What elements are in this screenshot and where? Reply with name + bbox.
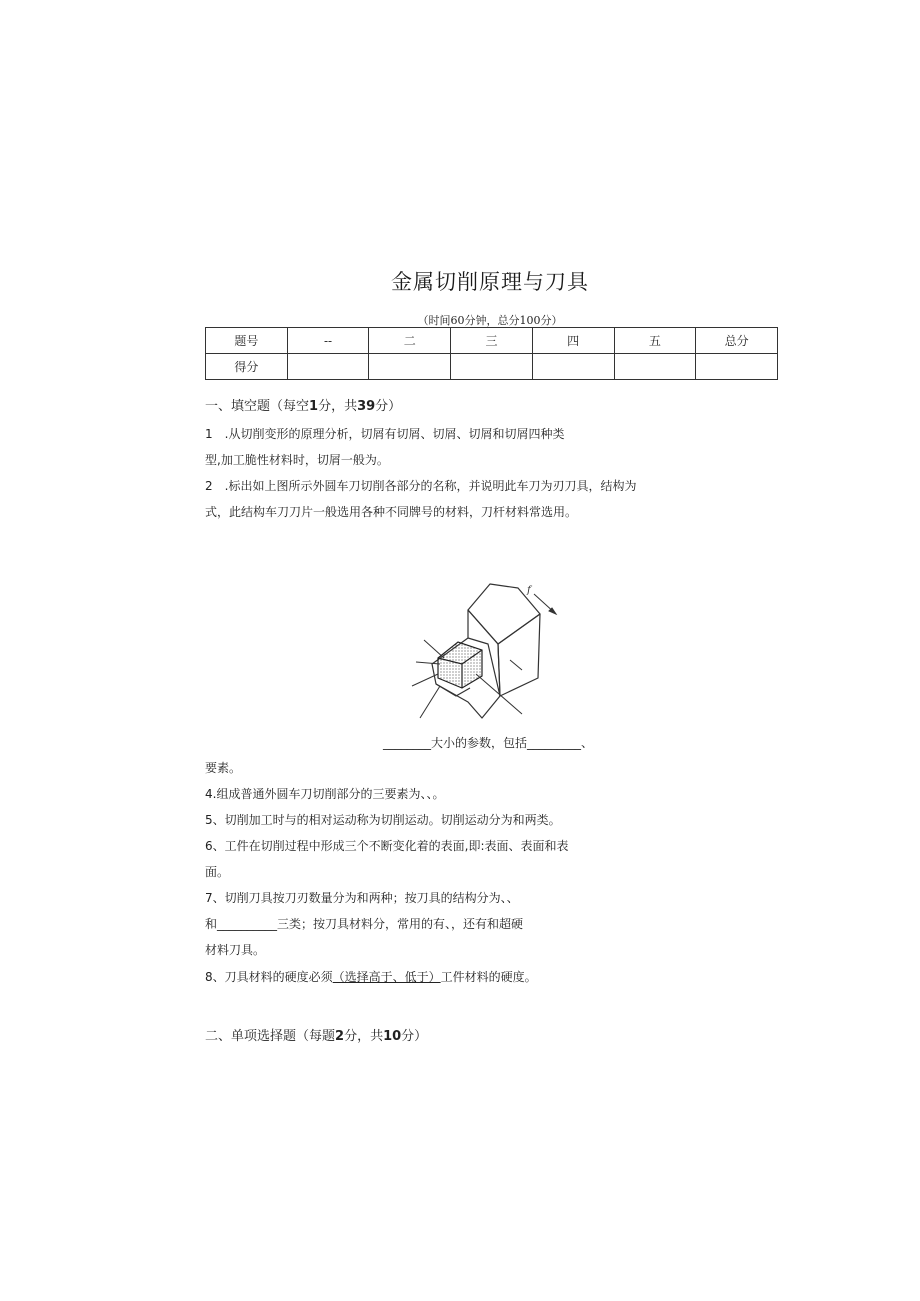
insert	[438, 642, 482, 688]
table-cell: 题号	[206, 328, 288, 354]
table-cell: 得分	[206, 354, 288, 380]
question-1-line-1: 1 .从切削变形的原理分析，切屑有切屑、切屑、切屑和切屑四种类	[205, 427, 565, 441]
turning-tool-figure	[410, 578, 568, 724]
score-cell	[532, 354, 614, 380]
score-cell	[287, 354, 369, 380]
section-1-heading: 一、填空题（每空1分，共39分）	[205, 399, 402, 414]
feed-label: f	[527, 585, 531, 596]
question-6-line-1: 6、工件在切削过程中形成三个不断变化着的表面,即:表面、表面和表	[205, 839, 569, 853]
section-2-heading: 二、单项选择题（每题2分，共10分）	[205, 1029, 428, 1044]
page-title: 金属切削原理与刀具	[391, 270, 589, 294]
question-5: 5、切削加工时与的相对运动称为切削运动。切削运动分为和两类。	[205, 813, 561, 827]
score-table-header-row	[206, 328, 778, 354]
shank-side-face	[498, 614, 540, 696]
question-8: 8、刀具材料的硬度必须（选择高于、低于）工件材料的硬度。	[205, 970, 537, 984]
table-cell: 四	[532, 328, 614, 354]
exam-info: （时间60分钟，总分100分）	[417, 314, 563, 327]
question-3-line-1: ________大小的参数，包括_________、	[383, 736, 594, 750]
question-7-line-3: 材料刀具。	[205, 943, 266, 957]
question-4: 4.组成普通外圆车刀切削部分的三要素为、、。	[205, 787, 445, 801]
score-cell	[696, 354, 778, 380]
table-cell: --	[287, 328, 369, 354]
table-cell: 三	[451, 328, 533, 354]
question-2-line-1: 2 .标出如上图所示外圆车刀切削各部分的名称，并说明此车刀为刃刀具，结构为	[205, 479, 637, 493]
question-3-line-2: 要素。	[205, 761, 242, 775]
score-cell	[451, 354, 533, 380]
table-cell: 五	[614, 328, 696, 354]
table-cell: 总分	[696, 328, 778, 354]
question-2-line-2: 式，此结构车刀刀片一般选用各种不同牌号的材料，刀杆材料常选用。	[205, 505, 578, 519]
score-cell	[614, 354, 696, 380]
question-6-line-2: 面。	[205, 865, 230, 879]
score-cell	[369, 354, 451, 380]
question-7-line-2: 和__________三类；按刀具材料分，常用的有、，还有和超硬	[205, 917, 524, 931]
question-7-line-1: 7、切削刀具按刀刃数量分为和两种；按刀具的结构分为、、	[205, 891, 519, 905]
question-1-line-2: 型,加工脆性材料时，切屑一般为。	[205, 453, 389, 467]
score-table-score-row	[206, 354, 778, 380]
score-table	[205, 327, 778, 380]
table-cell: 二	[369, 328, 451, 354]
